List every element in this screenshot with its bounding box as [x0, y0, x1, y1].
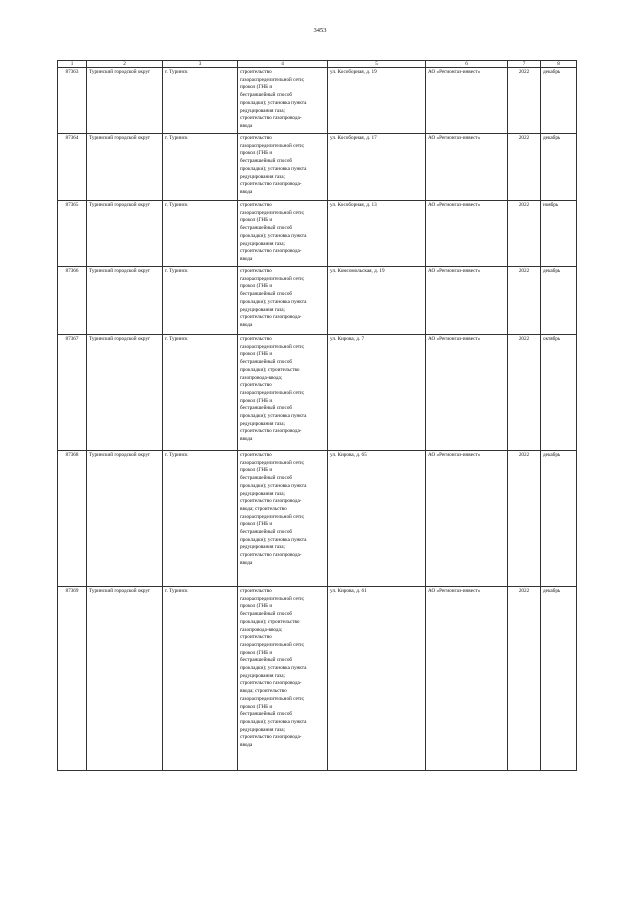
year-cell: 2022 — [508, 201, 541, 267]
column-number: 4 — [238, 61, 328, 68]
registry-table — [57, 60, 577, 771]
table-row — [58, 451, 577, 587]
month-cell: декабрь — [541, 68, 577, 134]
row-id: 87364 — [58, 134, 87, 201]
month-cell: октябрь — [541, 335, 577, 451]
month-cell: декабрь — [541, 267, 577, 335]
settlement-cell: г. Туринск — [163, 451, 238, 587]
address-cell: ул. Кирова, д. 7 — [328, 335, 426, 451]
settlement-cell: г. Туринск — [163, 68, 238, 134]
organization-cell: АО «Регионгаз-инвест» — [426, 68, 508, 134]
column-number: 2 — [87, 61, 163, 68]
settlement-cell: г. Туринск — [163, 587, 238, 771]
organization-cell: АО «Регионгаз-инвест» — [426, 134, 508, 201]
table-row — [58, 68, 577, 134]
year-cell: 2022 — [508, 267, 541, 335]
table-row — [58, 267, 577, 335]
year-cell: 2022 — [508, 134, 541, 201]
page-number: 3453 — [313, 27, 327, 34]
address-cell: ул. Комсомольская, д. 19 — [328, 267, 426, 335]
column-number-row — [58, 61, 577, 68]
month-cell: декабрь — [541, 587, 577, 771]
works-cell: строительство газораспределительной сети; прокол (ГНБ и бестраншейный способ прокладки); установка пункта редуцирования газа; строительство газопровода- ввода — [238, 267, 328, 335]
settlement-cell: г. Туринск — [163, 267, 238, 335]
row-id: 87363 — [58, 68, 87, 134]
organization-cell: АО «Регионгаз-инвест» — [426, 335, 508, 451]
year-cell: 2022 — [508, 587, 541, 771]
year-cell: 2022 — [508, 68, 541, 134]
works-cell: строительство газораспределительной сети; прокол (ГНБ и бестраншейный способ прокладки); установка пункта редуцирования газа; строительство газопровода- ввода — [238, 201, 328, 267]
works-cell: строительство газораспределительной сети; прокол (ГНБ и бестраншейный способ прокладки); установка пункта редуцирования газа; строительство газопровода- ввода; строительство газораспределительной сети; прокол (ГНБ и бестраншейный способ прокладки); установка пункта редуцирования газа; строительство газопровода- ввода — [238, 451, 328, 587]
row-id: 87368 — [58, 451, 87, 587]
year-cell: 2022 — [508, 335, 541, 451]
district-cell: Туринский городской округ — [87, 201, 163, 267]
district-cell: Туринский городской округ — [87, 335, 163, 451]
district-cell: Туринский городской округ — [87, 451, 163, 587]
settlement-cell: г. Туринск — [163, 335, 238, 451]
column-number: 8 — [541, 61, 577, 68]
district-cell: Туринский городской округ — [87, 267, 163, 335]
settlement-cell: г. Туринск — [163, 134, 238, 201]
table-row — [58, 134, 577, 201]
works-cell: строительство газораспределительной сети; прокол (ГНБ и бестраншейный способ прокладки); установка пункта редуцирования газа; строительство газопровода- ввода — [238, 134, 328, 201]
table-row — [58, 201, 577, 267]
settlement-cell: г. Туринск — [163, 201, 238, 267]
column-number: 6 — [426, 61, 508, 68]
address-cell: ул. Кособорная, д. 19 — [328, 68, 426, 134]
month-cell: декабрь — [541, 451, 577, 587]
address-cell: ул. Кособорная, д. 13 — [328, 201, 426, 267]
row-id: 87367 — [58, 335, 87, 451]
column-number: 3 — [163, 61, 238, 68]
row-id: 87365 — [58, 201, 87, 267]
column-number: 5 — [328, 61, 426, 68]
address-cell: ул. Кирова, д. 61 — [328, 587, 426, 771]
table-row — [58, 335, 577, 451]
table-row — [58, 587, 577, 771]
month-cell: декабрь — [541, 134, 577, 201]
organization-cell: АО «Регионгаз-инвест» — [426, 451, 508, 587]
year-cell: 2022 — [508, 451, 541, 587]
month-cell: ноябрь — [541, 201, 577, 267]
address-cell: ул. Кособорная, д. 17 — [328, 134, 426, 201]
address-cell: ул. Кирова, д. 65 — [328, 451, 426, 587]
organization-cell: АО «Регионгаз-инвест» — [426, 587, 508, 771]
district-cell: Туринский городской округ — [87, 134, 163, 201]
organization-cell: АО «Регионгаз-инвест» — [426, 201, 508, 267]
organization-cell: АО «Регионгаз-инвест» — [426, 267, 508, 335]
column-number: 1 — [58, 61, 87, 68]
row-id: 87369 — [58, 587, 87, 771]
works-cell: строительство газораспределительной сети; прокол (ГНБ и бестраншейный способ прокладки); строительство газопровода-ввода; строительство газораспределительной сети; прокол (ГНБ и бестраншейный способ прокладки); установка пункта редуцирования газа; строительство газопровода- ввода; строительство газораспределительной сети; прокол (ГНБ и бестраншейный способ прокладки); установка пункта редуцирования газа; строительство газопровода- ввода — [238, 587, 328, 771]
works-cell: строительство газораспределительной сети; прокол (ГНБ и бестраншейный способ прокладки); установка пункта редуцирования газа; строительство газопровода- ввода — [238, 68, 328, 134]
district-cell: Туринский городской округ — [87, 68, 163, 134]
row-id: 87366 — [58, 267, 87, 335]
works-cell: строительство газораспределительной сети; прокол (ГНБ и бестраншейный способ прокладки); строительство газопровода-ввода; строительство газораспределительной сети; прокол (ГНБ и бестраншейный способ прокладки); установка пункта редуцирования газа; строительство газопровода- ввода — [238, 335, 328, 451]
column-number: 7 — [508, 61, 541, 68]
district-cell: Туринский городской округ — [87, 587, 163, 771]
